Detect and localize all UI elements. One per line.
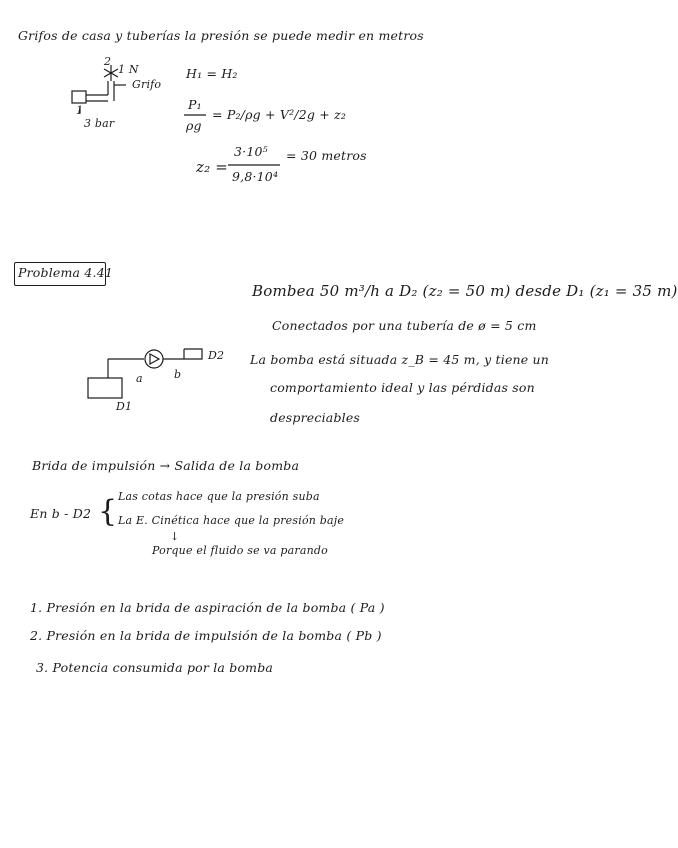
sketch1-label-bar: 3 bar	[84, 117, 115, 130]
equation-bernoulli-rhs: = P₂/ρg + V²/2g + z₂	[212, 107, 347, 122]
note-arrow: ↓	[170, 530, 180, 543]
sketch2-label-b: b	[174, 368, 182, 381]
sketch1-label-2: 2	[104, 55, 112, 68]
sketch2-label-d2: D2	[208, 349, 225, 362]
question-3: 3. Potencia consumida por la bomba	[36, 660, 274, 675]
sketch1-label-pressure: 1 N	[118, 63, 139, 76]
equation-height-lhs: z₂ =	[196, 158, 229, 176]
header-note: Grifos de casa y tuberías la presión se puede medir en metros	[18, 28, 424, 43]
sketch2-label-d1: D1	[116, 400, 133, 413]
sketch2-label-a: a	[136, 372, 143, 385]
equation-height-den: 9,8·10⁴	[232, 169, 279, 184]
note-brace: {	[98, 494, 118, 529]
problem-statement-2: Conectados por una tubería de ø = 5 cm	[272, 318, 537, 333]
equation-energy-balance: H₁ = H₂	[186, 66, 238, 81]
note-fluido: Porque el fluido se va parando	[152, 544, 328, 557]
problem-statement-4: comportamiento ideal y las pérdidas son	[270, 380, 535, 395]
sketch1-label-1: 1	[76, 104, 84, 117]
question-1: 1. Presión en la brida de aspiración de la bomba ( Pa )	[30, 600, 385, 615]
problem-statement-3: La bomba está situada z_B = 45 m, y tiene un	[250, 352, 550, 367]
note-cotas: Las cotas hace que la presión suba	[118, 490, 320, 503]
equation-bernoulli-lhs-den: ρg	[186, 118, 202, 133]
sketch1-label-grifo: Grifo	[132, 78, 162, 91]
question-2: 2. Presión en la brida de impulsión de la bomba ( Pb )	[30, 628, 382, 643]
note-segment-label: En b - D2	[30, 506, 92, 521]
problem-statement-5: despreciables	[270, 410, 361, 425]
equation-height-rhs: = 30 metros	[286, 148, 367, 163]
equation-height-num: 3·10⁵	[234, 144, 268, 159]
fraction-bar-1	[184, 113, 208, 117]
note-ecinetica: La E. Cinética hace que la presión baje	[118, 514, 345, 527]
fraction-bar-2	[228, 163, 284, 167]
note-brida-impulsion: Brida de impulsión → Salida de la bomba	[32, 458, 300, 473]
pump-system-sketch	[84, 345, 224, 410]
equation-bernoulli-lhs-num: P₁	[188, 97, 202, 112]
problem-statement-1: Bombea 50 m³/h a D₂ (z₂ = 50 m) desde D₁ (z₁ = 35 m)	[252, 282, 678, 300]
problem-label: Problema 4.41	[18, 265, 114, 280]
